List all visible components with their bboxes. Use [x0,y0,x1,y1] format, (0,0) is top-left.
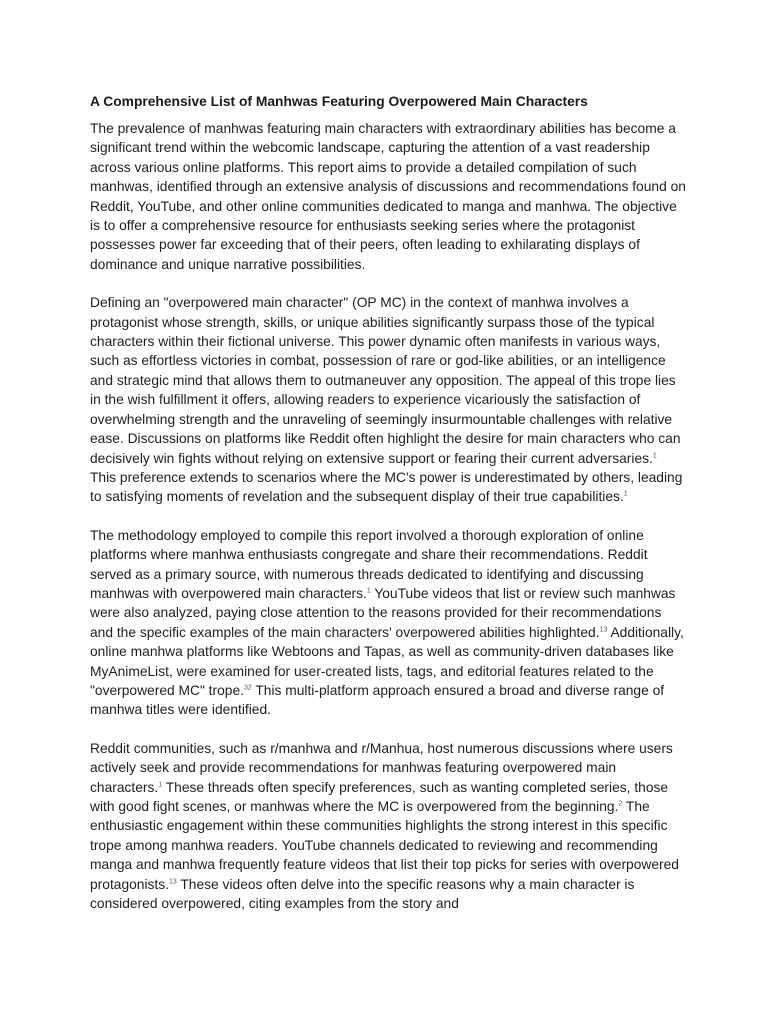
paragraph-text: Reddit communities, such as r/manhwa and r/Manhua, host numerous discussions where users actively seek and provide recommendations for manhwas featuring overpowered main characters. [90,740,673,795]
document-page [90,92,686,932]
paragraph-text: These videos often delve into the specific reasons why a main character is considered overpowered, citing examples from the story and [90,876,635,912]
paragraph-text: YouTube videos that list or review such manhwas were also analyzed, paying close attention to the reasons provided for their recommendations and the specific examples of the main characters' overpowered abilities highlighted. [90,585,676,640]
paragraph-text: The prevalence of manhwas featuring main characters with extraordinary abilities has become a significant trend within the webcomic landscape, capturing the attention of a vast readership across various online platforms. This report aims to provide a detailed compilation of such manhwas, identified through an extensive analysis of discussions and recommendations found on Reddit, YouTube, and other online communities dedicated to manga and manhwa. The objective is to offer a comprehensive resource for enthusiasts seeking series where the protagonist possesses power far exceeding that of their peers, often leading to exhilarating displays of dominance and unique narrative possibilities. [90,121,686,272]
paragraph-text: This multi-platform approach ensured a broad and diverse range of manhwa titles were identified. [90,682,665,718]
paragraph-text: Defining an "overpowered main character" (OP MC) in the context of manhwa involves a protagonist whose strength, skills, or unique abilities significantly surpass those of the typical characters within their fictional universe. This power dynamic often manifests in various ways, such as effortless victories in combat, possession of rare or god-like abilities, or an intelligence and strategic mind that allows them to outmaneuver any opposition. The appeal of this trope lies in the wish fulfillment it offers, allowing readers to experience vicariously the satisfaction of overwhelming strength and the unraveling of seemingly insurmountable challenges with relative ease. Discussions on platforms like Reddit often highlight the desire for main characters who can decisively win fights without relying on extensive support or fearing their current adversaries. [90,295,681,466]
paragraph-text: Additionally, online manhwa platforms like Webtoons and Tapas, as well as community-driven databases like MyAnimeList, were examined for user-created lists, tags, and editorial features related to the "overpowered MC" trope. [90,624,684,698]
citation-marker: 32 [243,684,252,692]
paragraph-text: The methodology employed to compile this report involved a thorough exploration of online platforms where manhwa enthusiasts congregate and share their recommendations. Reddit served as a primary source, with numerous threads dedicated to identifying and discussing manhwas with overpowered main characters. [90,527,648,601]
citation-marker: 1 [652,451,657,459]
paragraph [90,526,686,720]
citation-marker: 2 [618,800,623,808]
document-title: A Comprehensive List of Manhwas Featuring Overpowered Main Characters [90,94,588,109]
paragraph [90,739,686,914]
citation-marker: 1 [623,490,628,498]
citation-marker: 1 [158,781,163,788]
paragraph-text: The enthusiastic engagement within these communities highlights the strong interest in this specific trope among manhwa readers. YouTube channels dedicated to reviewing and recommending manga and manhwa frequently feature videos that list their top picks for series with overpowered protagonists. [90,799,679,892]
paragraph-text: These threads often specify preferences, such as wanting completed series, those with good fight scenes, or manhwas where the MC is overpowered from the beginning. [90,779,669,814]
paragraph [90,119,686,274]
citation-marker: 1 [366,587,371,595]
citation-marker: 13 [599,626,608,634]
citation-marker: 13 [169,878,177,886]
document-body [90,119,686,913]
paragraph-text: This preference extends to scenarios where the MC's power is underestimated by others, leading to satisfying moments of revelation and the subsequent display of their true capabilities. [90,469,683,505]
paragraph [90,293,686,506]
